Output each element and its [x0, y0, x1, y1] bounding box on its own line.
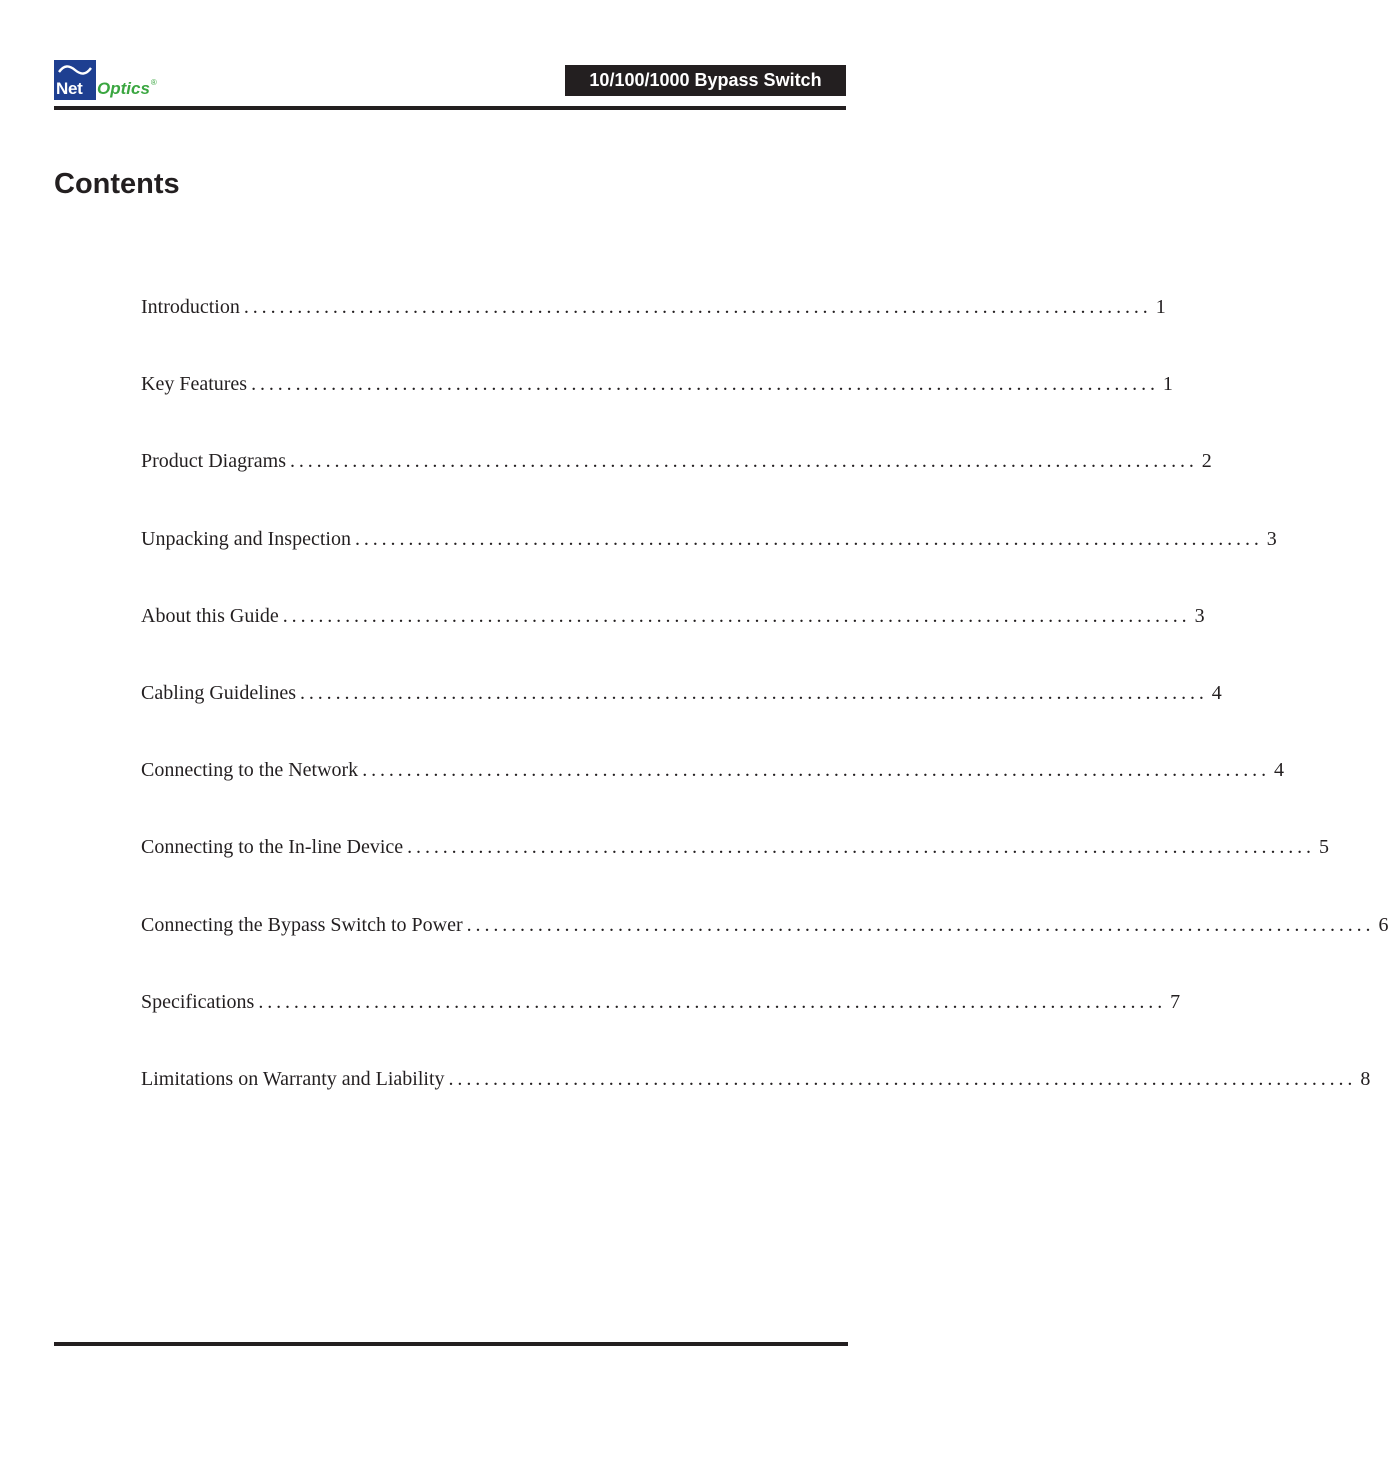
- toc-entry-title: Unpacking and Inspection: [141, 527, 351, 550]
- logo-word-net: Net: [56, 79, 83, 98]
- header-rule: [54, 106, 846, 110]
- toc-entry[interactable]: [141, 911, 1388, 988]
- toc-entry-title: About this Guide: [141, 604, 279, 627]
- logo-mark: [54, 60, 96, 100]
- toc-entry[interactable]: [141, 602, 1205, 679]
- dot-leader: ......................................................................................................: [466, 913, 1375, 936]
- toc-entry-title: Connecting to the In-line Device: [141, 836, 404, 859]
- dot-leader: ......................................................................................................: [362, 759, 1270, 782]
- toc-entry[interactable]: [141, 447, 1212, 524]
- toc-entry[interactable]: [141, 293, 1166, 370]
- registered-mark: ®: [150, 78, 157, 87]
- wave-icon: [58, 64, 92, 76]
- toc-entry-title: Limitations on Warranty and Liability: [141, 1067, 445, 1090]
- dot-leader: ......................................................................................................: [258, 990, 1167, 1013]
- toc-entry-title: Specifications: [141, 990, 255, 1013]
- toc-entry-title: Key Features: [141, 373, 248, 396]
- dot-leader: ......................................................................................................: [251, 373, 1159, 396]
- toc-entry-title: Cabling Guidelines: [141, 681, 296, 704]
- toc-page-number: 4: [1274, 759, 1284, 782]
- toc-entry-title: Connecting to the Network: [141, 759, 359, 782]
- toc-page-number: 3: [1266, 527, 1277, 550]
- toc-entry[interactable]: [141, 756, 1284, 833]
- toc-entry[interactable]: [141, 1065, 1371, 1142]
- toc-entry[interactable]: [141, 988, 1181, 1065]
- toc-entry-title: Product Diagrams: [141, 450, 286, 473]
- toc-entry[interactable]: [141, 679, 1222, 756]
- toc-entry[interactable]: [141, 525, 1277, 602]
- toc-entry-title: Introduction: [141, 296, 240, 318]
- dot-leader: ......................................................................................................: [243, 296, 1152, 318]
- dot-leader: ......................................................................................................: [299, 681, 1208, 704]
- toc-page-number: 3: [1194, 604, 1205, 627]
- table-of-contents: [141, 293, 1388, 1142]
- product-badge: 10/100/1000 Bypass Switch: [565, 65, 846, 96]
- toc-page-number: 6: [1378, 913, 1388, 936]
- dot-leader: ......................................................................................................: [282, 604, 1191, 627]
- dot-leader: ......................................................................................................: [354, 527, 1263, 550]
- toc-page-number: 1: [1155, 296, 1166, 318]
- dot-leader: ......................................................................................................: [407, 836, 1315, 859]
- toc-entry[interactable]: [141, 833, 1329, 910]
- toc-page-number: 8: [1360, 1067, 1371, 1090]
- toc-page-number: 7: [1170, 990, 1181, 1013]
- toc-page-number: 5: [1318, 836, 1329, 859]
- logo-word-optics: Optics®: [97, 78, 157, 98]
- dot-leader: ......................................................................................................: [289, 450, 1198, 473]
- toc-page-number: 1: [1162, 373, 1173, 396]
- footer-rule: [54, 1342, 848, 1346]
- toc-page-number: 2: [1201, 450, 1212, 473]
- dot-leader: ......................................................................................................: [448, 1067, 1357, 1090]
- toc-page-number: 4: [1211, 681, 1222, 704]
- toc-entry[interactable]: [141, 370, 1173, 447]
- net-optics-logo: [54, 60, 184, 100]
- page-title: Contents: [54, 168, 180, 200]
- toc-entry-title: Connecting the Bypass Switch to Power: [141, 913, 463, 936]
